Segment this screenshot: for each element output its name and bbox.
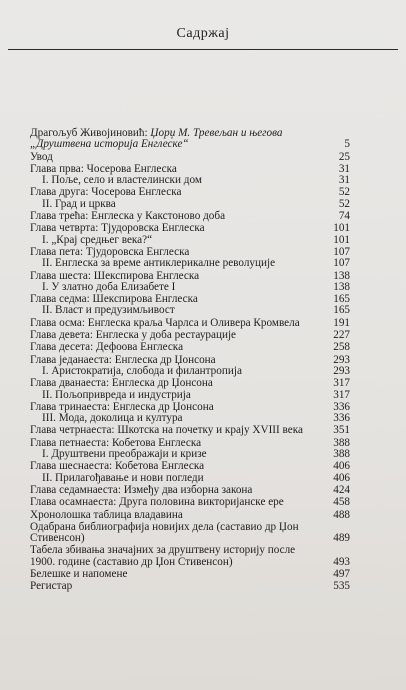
toc-entry-title: Глава трећа: Енглеска у Какстоново доба — [30, 210, 226, 223]
toc-entry-title: Табела збивања значајних за друштвену историју после 1900. године (саставио др Џон Стивенсон) — [30, 544, 296, 568]
toc-entry-title: I. У златно доба Елизабете I — [42, 280, 176, 293]
toc-entry-title: Глава петнаеста: Кобетова Енглеска — [30, 436, 202, 449]
toc-entry — [30, 235, 350, 246]
toc-entry-page: 388 — [333, 436, 350, 449]
toc-entry-title: Глава осма: Енглеска краља Чарлса и Оливера Кромвела — [30, 316, 300, 329]
toc-entry — [30, 199, 350, 210]
toc-entry-page: 258 — [333, 341, 350, 354]
toc-entry — [30, 305, 350, 316]
toc-entry-title: Глава друга: Чосерова Енглеска — [30, 186, 182, 199]
toc-entry — [30, 425, 350, 436]
toc-entry-title: Регистар — [30, 580, 73, 593]
toc-entry-title: Глава осамнаеста: Друга половина викторијанске ере — [30, 496, 284, 509]
toc-entry-page: 317 — [333, 388, 350, 401]
header-rule — [8, 49, 398, 50]
toc-entry-title: Глава седма: Шекспирова Енглеска — [30, 293, 198, 306]
toc-entry-title: Глава четрнаеста: Шкотска на почетку и крају XVIII века — [30, 424, 303, 437]
toc-entry — [30, 545, 350, 568]
toc-entry-page: 336 — [333, 400, 350, 413]
toc-entry — [30, 522, 350, 545]
toc-entry-page: 293 — [333, 353, 350, 366]
toc-entry-title: III. Мода, доколица и култура — [42, 412, 183, 425]
toc-entry-page: 74 — [338, 210, 350, 223]
toc-entry-page: 107 — [333, 245, 350, 258]
toc-entry-page: 165 — [333, 304, 350, 317]
toc-entry — [30, 366, 350, 377]
toc-entry-title: Хронолошка таблица владавина — [30, 508, 183, 521]
toc-entry — [30, 282, 350, 293]
toc-entry-page: 52 — [338, 197, 350, 210]
toc-entry-title: Глава девета: Енглеска у доба рестаурације — [30, 329, 237, 342]
toc-entry-title: II. Град и црква — [42, 197, 116, 210]
table-of-contents — [30, 128, 350, 593]
toc-entry-title: Глава прва: Чосерова Енглеска — [30, 162, 177, 175]
toc-entry-page: 406 — [333, 460, 350, 473]
toc-entry-page: 227 — [333, 329, 350, 342]
intro-author: Драгољуб Живојиновић: — [30, 127, 148, 139]
toc-entry-page: 31 — [338, 162, 350, 175]
toc-entry-title: Одабрана библиографија новијих дела (саставио др Џон Стивенсон) — [30, 520, 299, 545]
toc-entry-title: II. Прилагођавање и нови погледи — [42, 471, 204, 484]
toc-entry-page: 406 — [333, 471, 350, 484]
toc-entry-page: 138 — [333, 280, 350, 293]
toc-entry — [30, 581, 350, 592]
toc-entry-page: 317 — [333, 377, 350, 390]
toc-entry-title: I. Аристократија, слобода и филантропија — [42, 364, 242, 377]
toc-entry-title: II. Власт и предузимљивост — [42, 304, 175, 317]
toc-entry — [30, 342, 350, 353]
toc-entry-page: 388 — [333, 448, 350, 461]
toc-entry — [30, 390, 350, 401]
intro-title-line2: „Друштвена историја Енглеске“ — [30, 138, 189, 151]
toc-entries — [30, 152, 350, 593]
toc-entry-page: 52 — [338, 186, 350, 199]
toc-entry-page: 25 — [338, 150, 350, 163]
toc-entry-page: 138 — [333, 269, 350, 282]
toc-entry-page: 101 — [333, 222, 350, 235]
toc-entry-page: 424 — [333, 483, 350, 496]
toc-entry — [30, 449, 350, 460]
toc-entry — [30, 461, 350, 472]
toc-entry-page: 493 — [333, 555, 350, 568]
toc-entry-title: I. Друштвени преображаји и кризе — [42, 448, 207, 461]
toc-entry-title: Глава десета: Дефоова Енглеска — [30, 341, 184, 354]
toc-entry-intro — [30, 128, 350, 151]
toc-entry-page: 165 — [333, 293, 350, 306]
toc-entry-page: 101 — [333, 233, 350, 246]
toc-entry-title: II. Енглеска за време антиклерикалне револуције — [42, 257, 276, 270]
toc-entry-page: 191 — [333, 316, 350, 329]
intro-page: 5 — [344, 138, 350, 151]
toc-entry-page: 293 — [333, 364, 350, 377]
toc-entry — [30, 497, 350, 508]
toc-entry — [30, 258, 350, 269]
toc-entry-title: II. Пољопривреда и индустрија — [42, 388, 191, 401]
toc-entry — [30, 378, 350, 389]
toc-entry-page: 31 — [338, 174, 350, 187]
toc-entry-title: Глава седамнаеста: Између два изборна закона — [30, 483, 253, 496]
toc-entry-title: Глава шеста: Шекспирова Енглеска — [30, 269, 200, 282]
toc-entry-page: 458 — [333, 496, 350, 509]
toc-entry — [30, 510, 350, 521]
page-title: Садржај — [176, 26, 230, 41]
toc-entry-title: I. „Крај средњег века?“ — [42, 233, 153, 246]
toc-entry-title: Белешке и напомене — [30, 567, 128, 580]
intro-title-line1: Џорџ М. Тревељан и његова — [150, 127, 283, 139]
toc-entry-page: 351 — [333, 424, 350, 437]
toc-entry-page: 488 — [333, 508, 350, 521]
toc-entry — [30, 211, 350, 222]
toc-entry — [30, 330, 350, 341]
toc-entry-title: Глава четврта: Тјудоровска Енглеска — [30, 222, 205, 235]
toc-entry-page: 535 — [333, 580, 350, 593]
toc-entry — [30, 175, 350, 186]
toc-entry-title: I. Поље, село и властелински дом — [42, 174, 202, 187]
toc-entry-title: Увод — [30, 150, 53, 163]
toc-entry — [30, 413, 350, 424]
toc-entry-title: Глава шеснаеста: Кобетова Енглеска — [30, 460, 205, 473]
toc-entry — [30, 223, 350, 234]
toc-entry-page: 336 — [333, 412, 350, 425]
toc-entry-title: Глава пета: Тјудоровска Енглеска — [30, 245, 190, 258]
toc-entry — [30, 485, 350, 496]
toc-entry — [30, 473, 350, 484]
toc-entry — [30, 569, 350, 580]
toc-entry-title: Глава дванаеста: Енглеска др Џонсона — [30, 377, 213, 390]
toc-entry-title: Глава тринаеста: Енглеска др Џонсона — [30, 400, 214, 413]
toc-entry — [30, 318, 350, 329]
toc-entry-page: 107 — [333, 257, 350, 270]
toc-entry-page: 497 — [333, 567, 350, 580]
toc-entry-title: Глава једанаеста: Енглеска др Џонсона — [30, 353, 216, 366]
toc-entry-page: 489 — [333, 532, 350, 545]
toc-entry — [30, 152, 350, 163]
